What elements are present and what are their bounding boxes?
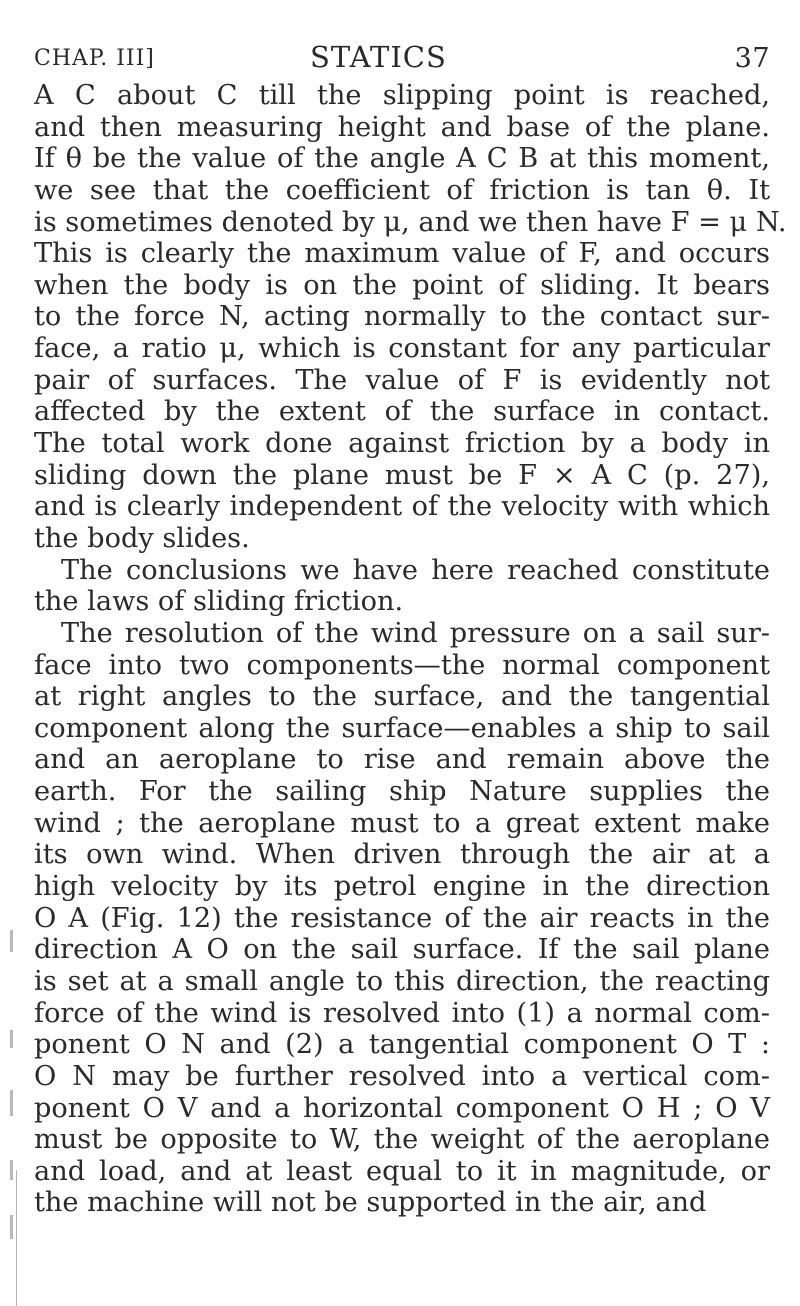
text-line: the body slides.	[34, 522, 250, 554]
text-line: This is clearly the maximum value of F, and occurs	[34, 238, 770, 270]
text-line: ponent O N and (2) a tangential component O T :	[34, 1029, 770, 1061]
text-line: its own wind. When driven through the air at a	[34, 839, 770, 871]
text-line: and then measuring height and base of the plane.	[34, 111, 770, 143]
text-line: and load, and at least equal to it in magnitude, or	[34, 1155, 770, 1187]
text-line: The conclusions we have here reached constitute	[61, 554, 770, 586]
text-line: wind ; the aeroplane must to a great extent make	[34, 807, 770, 839]
text-line: sliding down the plane must be F × A C (p. 27),	[34, 459, 770, 491]
text-line: and is clearly independent of the velocity with which	[34, 491, 770, 523]
text-line: to the force N, acting normally to the contact sur-	[34, 301, 770, 333]
page-content	[34, 40, 787, 1219]
text-line: and an aeroplane to rise and remain above the	[34, 744, 770, 776]
text-line: direction A O on the sail surface. If the sail plane	[34, 934, 770, 966]
text-line: If θ be the value of the angle A C B at this moment,	[34, 143, 770, 175]
page-title: STATICS	[310, 40, 447, 74]
text-line: high velocity by its petrol engine in the direction	[34, 871, 770, 903]
text-line: O A (Fig. 12) the resistance of the air reacts in the	[34, 902, 770, 934]
text-line: when the body is on the point of sliding. It bears	[34, 269, 770, 301]
scan-artifact	[16, 1170, 17, 1306]
text-line: The resolution of the wind pressure on a sail sur-	[61, 617, 770, 649]
chapter-label: CHAP. III]	[34, 46, 155, 71]
text-line: A C about C till the slipping point is reached,	[34, 80, 770, 111]
page-number: 37	[734, 43, 770, 74]
text-line: must be opposite to W, the weight of the aeroplane	[34, 1124, 770, 1156]
text-line: is set at a small angle to this direction, the reacting	[34, 965, 770, 997]
text-line: at right angles to the surface, and the tangential	[34, 681, 770, 713]
text-line: the machine will not be supported in the air, and	[34, 1187, 707, 1219]
text-line: The total work done against friction by a body in	[34, 428, 770, 460]
scan-artifact	[10, 1030, 13, 1048]
scan-artifact	[10, 1090, 13, 1116]
text-line: the laws of sliding friction.	[34, 586, 404, 618]
body-text	[34, 80, 787, 1219]
text-line: earth. For the sailing ship Nature supplies the	[34, 776, 770, 808]
text-line: is sometimes denoted by μ, and we then have F = μ N.	[34, 206, 787, 238]
text-line: face, a ratio μ, which is constant for any particular	[34, 333, 770, 365]
scan-artifact	[10, 1160, 13, 1180]
text-line: O N may be further resolved into a vertical com-	[34, 1060, 770, 1092]
text-line: face into two components—the normal component	[34, 649, 770, 681]
text-line: affected by the extent of the surface in contact.	[34, 396, 770, 428]
text-line: force of the wind is resolved into (1) a normal com-	[34, 997, 770, 1029]
text-line: component along the surface—enables a ship to sail	[34, 712, 770, 744]
text-line: we see that the coefficient of friction is tan θ. It	[34, 174, 770, 206]
scan-artifact	[10, 930, 13, 952]
text-line: pair of surfaces. The value of F is evidently not	[34, 364, 770, 396]
text-line: ponent O V and a horizontal component O H ; O V	[34, 1092, 770, 1124]
scan-artifact	[10, 1215, 13, 1239]
